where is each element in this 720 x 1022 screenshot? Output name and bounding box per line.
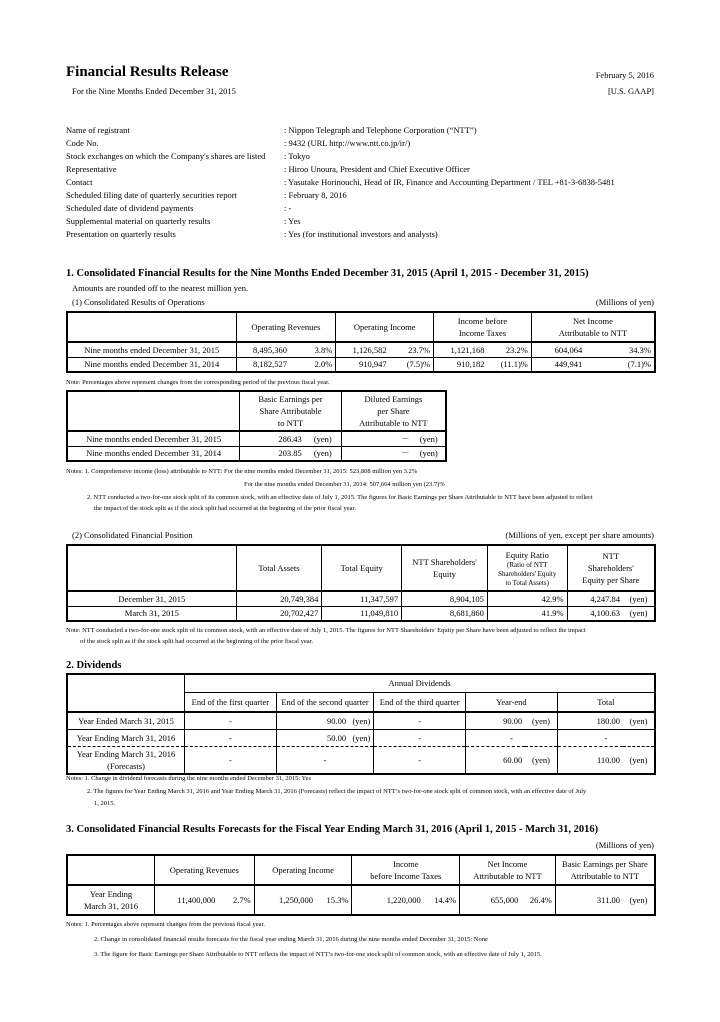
- page-subtitle: For the Nine Months Ended December 31, 2015: [72, 86, 236, 96]
- row-label: Nine months ended December 31, 2014: [67, 357, 236, 372]
- cell-value: －: [400, 433, 410, 444]
- table-row: [67, 342, 655, 357]
- cell-percent: 41.9%: [487, 606, 567, 621]
- financial-position-table: [66, 544, 656, 622]
- rounding-note: Amounts are rounded off to the nearest million yen.: [72, 283, 249, 293]
- col-header: End of the second quarter: [276, 692, 374, 712]
- cell-value: －: [341, 446, 412, 461]
- col-header: [240, 391, 342, 431]
- info-value: : Hiroo Unoura, President and Chief Executive Officer: [284, 164, 470, 174]
- col-header: Total Assets: [236, 545, 322, 591]
- note: 2. Change in consolidated financial results forecasts for the fiscal year ending March 31, 2016 during the nine months ended December 31, 2015: None: [94, 936, 488, 943]
- col-header: [460, 855, 556, 885]
- info-value: : -: [284, 203, 292, 213]
- col-header-line: Attributable to NTT: [473, 871, 542, 881]
- col-header-line: Net Income: [487, 859, 528, 869]
- gaap-label: [U.S. GAAP]: [607, 86, 654, 96]
- col-header: Operating Revenues: [155, 855, 255, 885]
- note: Note: Percentages above represent changes from the corresponding period of the previous fiscal year.: [66, 379, 330, 386]
- info-label: Scheduled filing date of quarterly securities report: [66, 190, 237, 200]
- cell-unit: (yen): [629, 593, 648, 604]
- row-label: Nine months ended December 31, 2015: [67, 431, 240, 446]
- table-row: [67, 885, 655, 915]
- cell-value: 8,681,860: [402, 606, 488, 621]
- table-row: [67, 712, 655, 729]
- cell-percent: 34.3%: [629, 344, 651, 355]
- cell-value: -: [276, 746, 374, 774]
- cell-value: 604,064: [554, 344, 583, 355]
- info-value: : Tokyo: [284, 151, 310, 161]
- col-header-line: per Share: [377, 406, 410, 416]
- table-row: [67, 591, 655, 606]
- cell-value: 4,247.84: [590, 593, 620, 604]
- note: of the stock split as if the stock split had occurred at the beginning of the prior fiscal year.: [80, 638, 314, 645]
- cell-unit: (yen): [629, 754, 648, 765]
- cell-value: 90.00: [503, 715, 523, 726]
- cell-value: -: [185, 746, 277, 774]
- row-label-line: Year Ending: [89, 889, 133, 899]
- col-header: [402, 545, 488, 591]
- cell-percent: (7.1)%: [585, 357, 655, 372]
- info-label: Stock exchanges on which the Company's shares are listed: [66, 151, 266, 161]
- info-label: Representative: [66, 164, 117, 174]
- col-header: [352, 855, 460, 885]
- col-header: Operating Revenues: [236, 312, 336, 342]
- table-row: [67, 357, 655, 372]
- col-header-line: to NTT: [277, 418, 304, 428]
- cell-percent: (11.1)%: [487, 357, 531, 372]
- cell-percent: 26.4%: [521, 885, 555, 915]
- col-header: Total Equity: [322, 545, 402, 591]
- cell-value: 1,250,000: [279, 895, 314, 905]
- row-label: March 31, 2015: [67, 606, 236, 621]
- cell-percent: 2.7%: [218, 885, 254, 915]
- info-label: Name of registrant: [66, 125, 130, 135]
- col-header: [567, 545, 655, 591]
- cell-unit: (yen): [623, 606, 655, 621]
- col-header: Operating Income: [254, 855, 352, 885]
- col-header-line: Equity per Share: [582, 575, 640, 585]
- cell-unit: (yen): [419, 433, 438, 444]
- info-value: : Yes: [284, 216, 301, 226]
- col-header-line: Equity: [433, 569, 456, 579]
- cell-value: 180.00: [596, 715, 620, 726]
- page-title: Financial Results Release: [66, 64, 229, 80]
- cell-value: 8,495,360: [252, 344, 287, 355]
- info-label: Contact: [66, 177, 93, 187]
- unit-label: (Millions of yen, except per share amounts): [505, 530, 654, 540]
- cell-percent: 42.9%: [487, 591, 567, 606]
- cell-value: -: [374, 712, 466, 729]
- table-row: [67, 746, 655, 774]
- row-label: [67, 746, 185, 774]
- info-value: : February 8, 2016: [284, 190, 347, 200]
- cell-unit: (yen): [629, 715, 648, 726]
- cell-value: 910,947: [336, 357, 390, 372]
- cell-value: 20,749,384: [236, 591, 322, 606]
- registrant-info: [66, 124, 666, 241]
- table-row: [67, 729, 655, 746]
- note: For the nine months ended December 31, 2014: 507,664 million yen (23.7)%: [244, 481, 445, 488]
- cell-value: 60.00: [503, 754, 523, 765]
- cell-value: 4,100.63: [567, 606, 623, 621]
- col-header: [434, 312, 532, 342]
- cell-value: 11,347,597: [322, 591, 402, 606]
- cell-percent: 15.3%: [316, 885, 352, 915]
- cell-value: 655,000: [490, 895, 519, 905]
- col-header-line: to Total Assets): [505, 578, 549, 587]
- info-label: Scheduled date of dividend payments: [66, 203, 194, 213]
- cell-percent: 23.7%: [390, 342, 434, 357]
- cell-value: 8,182,527: [236, 357, 290, 372]
- col-header-line: Basic Earnings per Share: [562, 859, 648, 869]
- info-value: : 9432 (URL http://www.ntt.co.jp/ir/): [284, 138, 411, 148]
- col-header-line: Net Income: [572, 316, 613, 326]
- note: Note: NTT conducted a two-for-one stock split of its common stock, with an effective date of July 1, 2015. The figures for NTT Shareholders' Equity per Share have been adjusted to reflect the impact: [66, 627, 586, 634]
- eps-table: [66, 390, 447, 462]
- unit-label: (Millions of yen): [595, 840, 654, 850]
- note: the impact of the stock split as if the stock split had occurred at the beginning of the prior fiscal year.: [94, 505, 356, 512]
- table-row: [67, 431, 446, 446]
- info-row: [66, 163, 666, 176]
- col-header: [555, 855, 655, 885]
- info-label: Code No.: [66, 138, 99, 148]
- cell-value: 286.43: [278, 433, 302, 444]
- col-header-line: Attributable to NTT: [359, 418, 428, 428]
- table-row: [67, 606, 655, 621]
- col-header-line: Income before: [457, 316, 508, 326]
- note: Notes: 1. Percentages above represent changes from the previous fiscal year.: [66, 921, 265, 928]
- col-header-line: Income Taxes: [458, 328, 507, 338]
- info-row: [66, 150, 666, 163]
- col-header-line: Share Attributable: [259, 406, 322, 416]
- info-row: [66, 202, 666, 215]
- col-header-line: (Ratio of NTT: [507, 560, 548, 569]
- col-header-line: Diluted Earnings: [364, 394, 423, 404]
- col-header: [531, 312, 655, 342]
- cell-percent: 2.0%: [290, 357, 336, 372]
- col-header: Year-end: [466, 692, 558, 712]
- unit-label: (Millions of yen): [595, 297, 654, 307]
- header-blank: [67, 855, 155, 885]
- note: Notes: 1. Change in dividend forecasts during the nine months ended December 31, 2015: Yes: [66, 775, 311, 782]
- cell-value: -: [185, 712, 277, 729]
- header-blank: [67, 545, 236, 591]
- cell-unit: (yen): [412, 446, 446, 461]
- col-header: [487, 545, 567, 591]
- cell-value: -: [466, 729, 558, 746]
- cell-value: [276, 729, 374, 746]
- col-header: End of the first quarter: [185, 692, 277, 712]
- release-date: February 5, 2016: [595, 70, 654, 80]
- dividends-table: [66, 673, 656, 775]
- row-label: December 31, 2015: [67, 591, 236, 606]
- row-label: Nine months ended December 31, 2014: [67, 446, 240, 461]
- cell-value: -: [185, 729, 277, 746]
- cell-amount: 90.00: [326, 715, 347, 726]
- col-header: Total: [557, 692, 655, 712]
- results-of-operations-table: [66, 311, 656, 373]
- cell-value: 311.00: [596, 895, 620, 905]
- results-of-operations-subheading: (1) Consolidated Results of Operations: [72, 297, 205, 307]
- cell-percent: 14.4%: [424, 885, 460, 915]
- info-row: [66, 189, 666, 202]
- header-blank: [67, 692, 185, 712]
- col-header-line: NTT Shareholders': [412, 557, 477, 567]
- row-label: Year Ended March 31, 2015: [67, 712, 185, 729]
- col-header-line: Shareholders' Equity: [498, 569, 557, 578]
- header-blank: [67, 391, 240, 431]
- col-header-line: NTT: [602, 551, 620, 561]
- note: 3. The figure for Basic Earnings per Share Attributable to NTT reflects the impact of NTT’s two-for-one stock split of common stock, with an effective date of July 1, 2015.: [94, 951, 542, 958]
- cell-percent: 23.2%: [487, 342, 531, 357]
- col-header-line: Shareholders': [587, 563, 634, 573]
- col-header: [341, 391, 446, 431]
- cell-value: 203.85: [240, 446, 305, 461]
- cell-amount: 50.00: [326, 732, 347, 743]
- cell-unit: (yen): [305, 446, 342, 461]
- cell-value: 1,121,168: [450, 344, 485, 355]
- note: Notes: 1. Comprehensive income (loss) attributable to NTT: For the nine months ended December 31, 2015: 523,808 million yen 3.2%: [66, 468, 418, 475]
- note: 2. NTT conducted a two-for-one stock split of its common stock, with an effective date of July 1, 2015. The figures for Basic Earnings per Share Attributable to NTT have been adjusted to reflect: [87, 494, 593, 501]
- row-label: Nine months ended December 31, 2015: [67, 342, 236, 357]
- row-label: Year Ending March 31, 2016: [67, 729, 185, 746]
- cell-value: 1,126,582: [352, 344, 387, 355]
- info-value: : Nippon Telegraph and Telephone Corporation (“NTT”): [284, 125, 477, 135]
- note: 1, 2015.: [94, 800, 116, 807]
- info-row: [66, 228, 666, 241]
- cell-value: 910,182: [434, 357, 488, 372]
- cell-unit: (yen): [305, 431, 342, 446]
- col-header-line: Equity Ratio: [505, 549, 549, 560]
- row-label-line: Year Ending March 31, 2016: [76, 748, 176, 759]
- info-value: : Yasutake Horinouchi, Head of IR, Finance and Accounting Department / TEL +81-3-6838-5481: [284, 177, 615, 187]
- info-row: [66, 176, 666, 189]
- info-row: [66, 124, 666, 137]
- cell-value: 11,400,000: [177, 895, 216, 905]
- table-row: [67, 446, 446, 461]
- col-header: Operating Income: [336, 312, 434, 342]
- cell-value: [276, 712, 374, 729]
- row-label: [67, 885, 155, 915]
- cell-value: 8,904,105: [402, 591, 488, 606]
- cell-unit: (yen): [525, 712, 557, 729]
- cell-unit: (yen): [525, 746, 557, 774]
- cell-value: 110.00: [596, 754, 620, 765]
- cell-percent: 3.8%: [290, 342, 336, 357]
- col-header-line: Basic Earnings per: [258, 394, 323, 404]
- col-header-line: before Income Taxes: [370, 871, 442, 881]
- col-header-line: Attributable to NTT: [570, 871, 640, 881]
- info-row: [66, 215, 666, 228]
- section-3-heading: 3. Consolidated Financial Results Forecasts for the Fiscal Year Ending March 31, 2016 (April 1, 2015 - March 31, 2016): [66, 824, 599, 835]
- cell-value: 20,702,427: [236, 606, 322, 621]
- forecasts-table: [66, 854, 656, 916]
- row-label-line: (Forecasts): [107, 760, 145, 771]
- cell-unit: (yen): [352, 732, 371, 743]
- info-label: Presentation on quarterly results: [66, 229, 176, 239]
- cell-percent: (7.5)%: [390, 357, 434, 372]
- col-header-line: Attributable to NTT: [558, 328, 628, 338]
- cell-value: -: [374, 746, 466, 774]
- cell-value: 1,220,000: [386, 895, 421, 905]
- col-header: End of the third quarter: [374, 692, 466, 712]
- info-value: : Yes (for institutional investors and analysts): [284, 229, 438, 239]
- info-label: Supplemental material on quarterly results: [66, 216, 211, 226]
- cell-value: -: [374, 729, 466, 746]
- info-row: [66, 137, 666, 150]
- financial-position-subheading: (2) Consolidated Financial Position: [72, 530, 193, 540]
- col-header-line: Income: [393, 859, 419, 869]
- cell-value: -: [557, 729, 655, 746]
- section-2-heading: 2. Dividends: [66, 660, 122, 671]
- col-header: Annual Dividends: [185, 674, 655, 692]
- cell-value: 11,049,810: [322, 606, 402, 621]
- note: 2. The figures for Year Ending March 31, 2016 and Year Ending March 31, 2016 (Forecasts) reflect the impact of NTT’s two-for-one stock split of common stock, with an effective date of July: [87, 788, 587, 795]
- header-blank: [67, 312, 236, 342]
- section-1-heading: 1. Consolidated Financial Results for the Nine Months Ended December 31, 2015 (April 1, 2015 - December 31, 2015): [66, 268, 589, 279]
- cell-unit: (yen): [629, 895, 648, 905]
- header-blank: [67, 674, 185, 692]
- cell-unit: (yen): [352, 715, 371, 726]
- cell-value: 449,941: [531, 357, 585, 372]
- row-label-line: March 31, 2016: [83, 901, 139, 911]
